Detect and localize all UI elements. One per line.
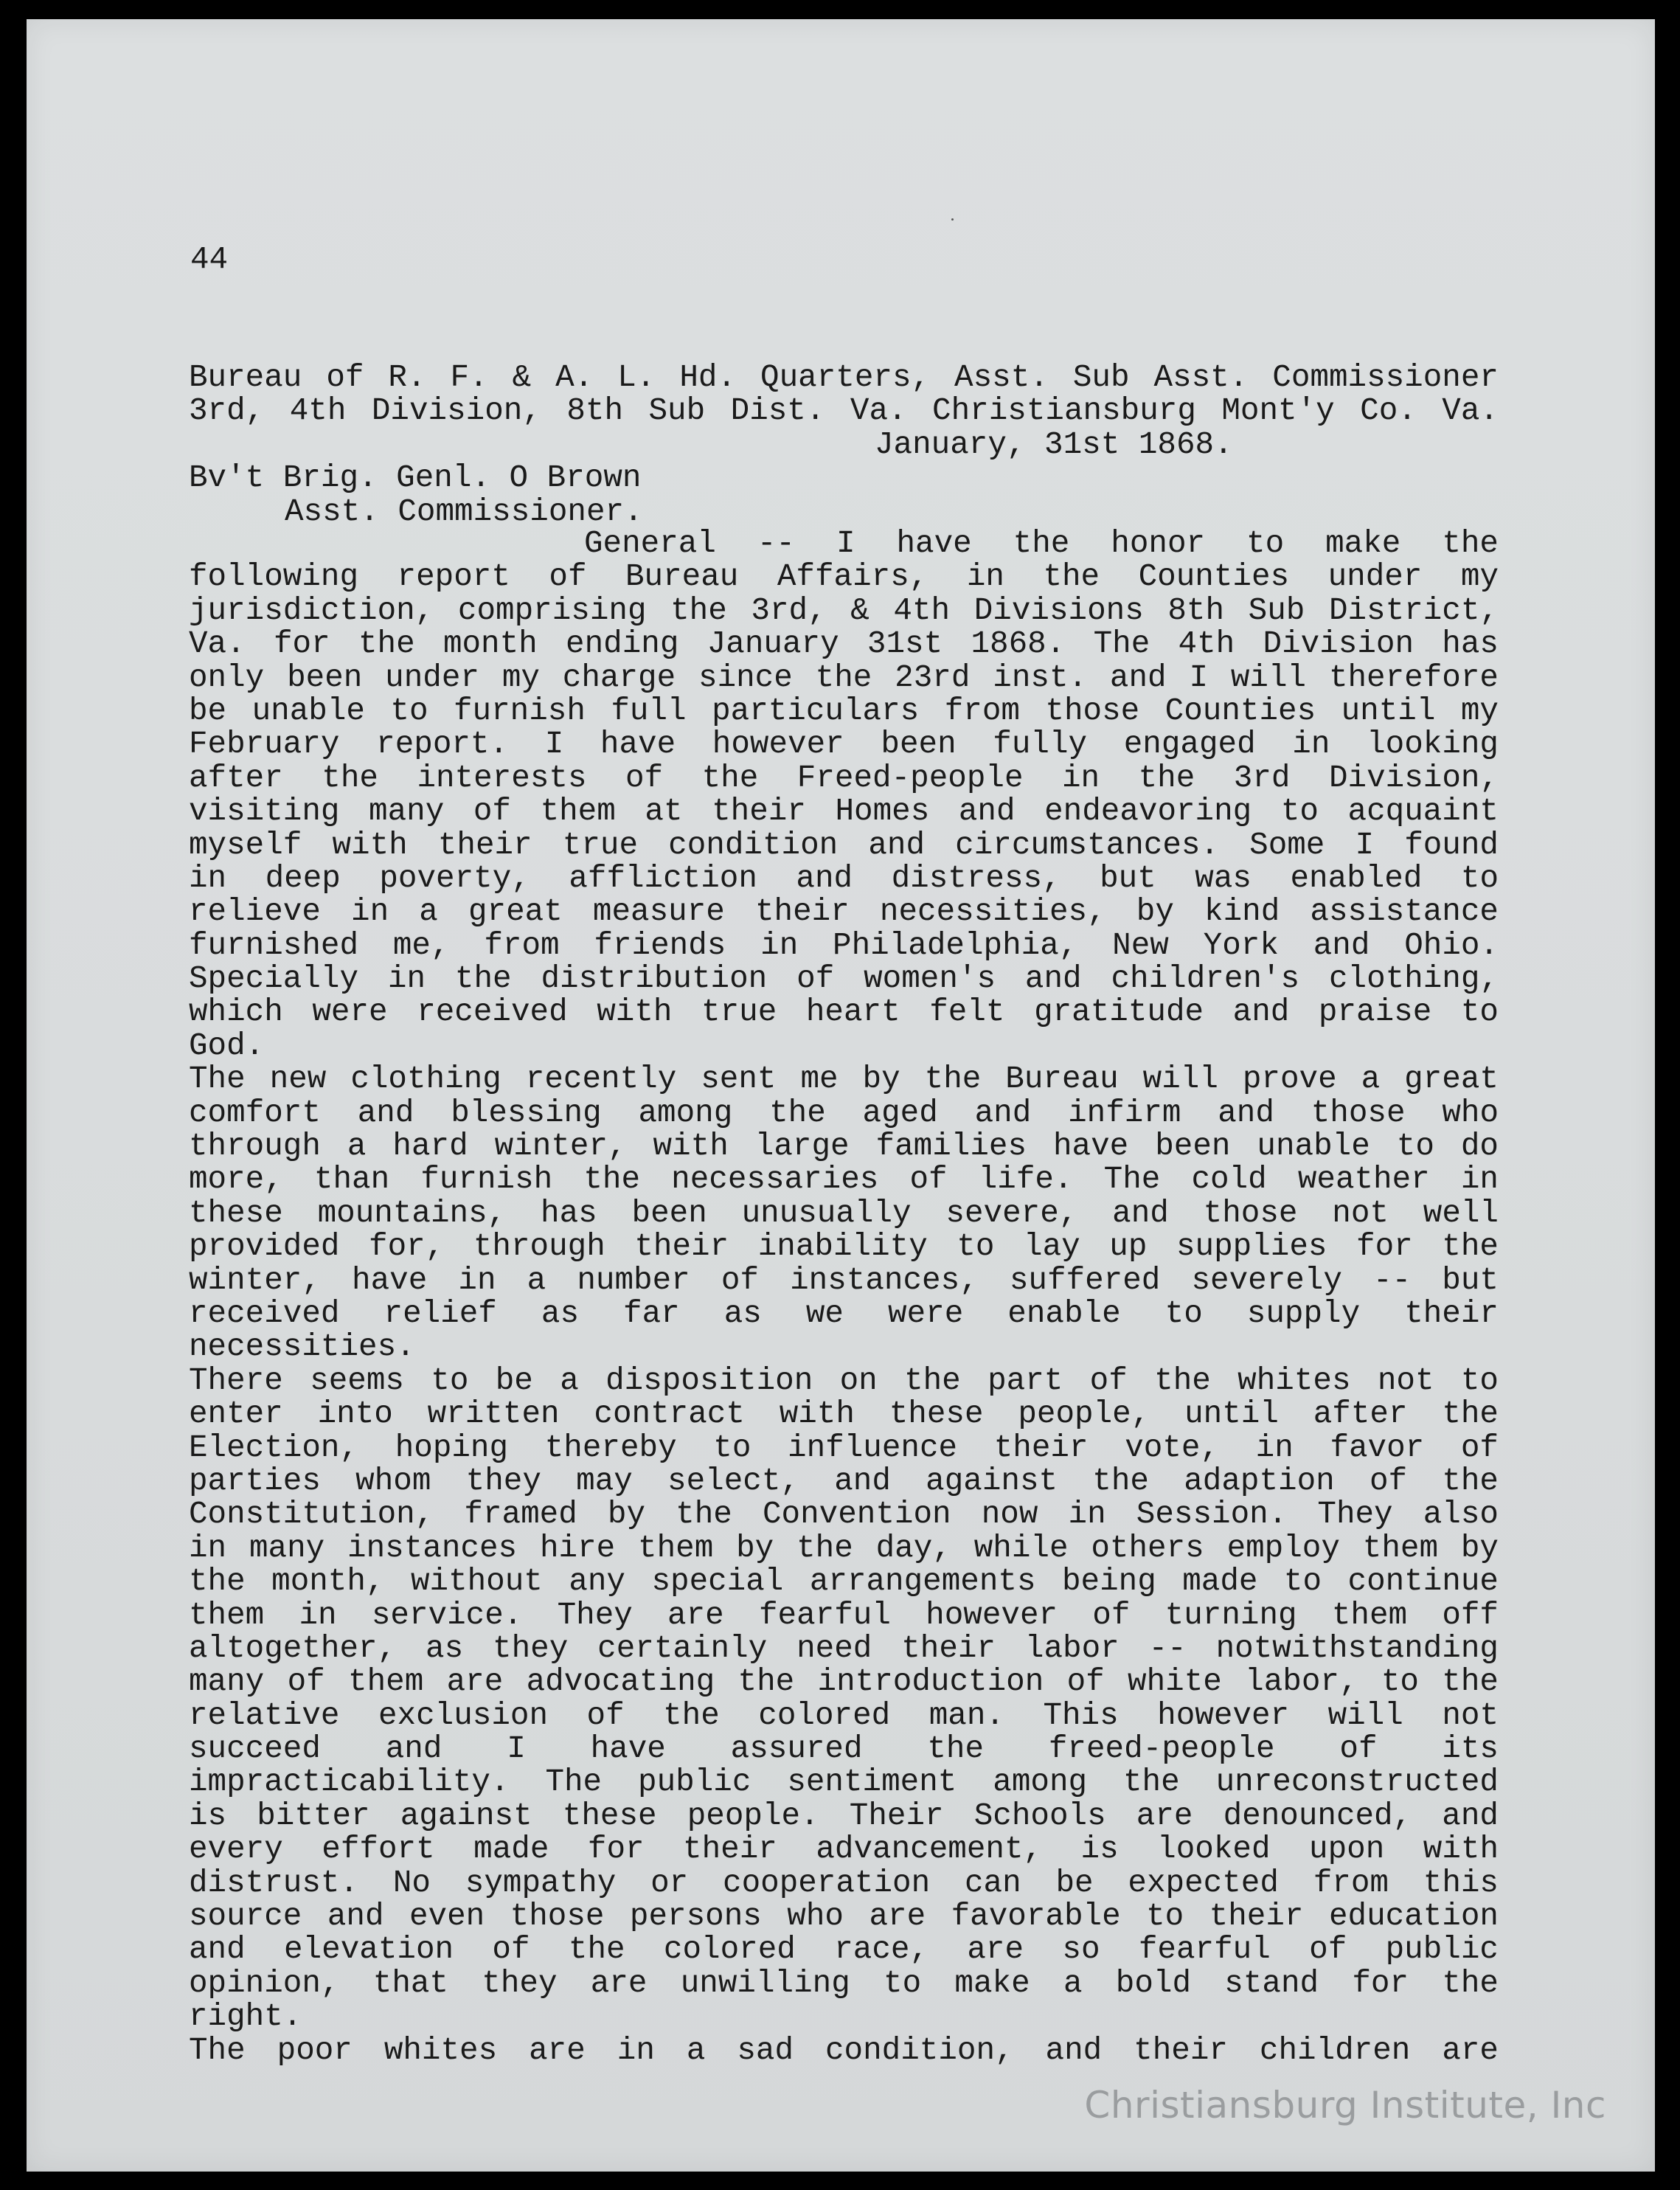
body-line: succeed and I have assured the freed-people of its [189,1733,1499,1767]
body-line: relieve in a great measure their necessities, by kind assistance [189,895,1499,929]
body-line: only been under my charge since the 23rd inst. and I will therefore [189,661,1499,695]
body-paragraphs [189,561,1499,2068]
body-line: and elevation of the colored race, are so fearful of public [189,1933,1499,1967]
body-line: right. [189,1999,302,2035]
body-line: myself with their true condition and circumstances. Some I found [189,828,1499,862]
letter-body [189,527,1499,2068]
salutation-wrapper [189,527,1499,561]
body-line: through a hard winter, with large families have been unable to do [189,1130,1499,1164]
body-line: source and even those persons who are favorable to their education [189,1900,1499,1934]
body-line: these mountains, has been unusually severe, and those not well [189,1196,1499,1231]
body-line: visiting many of them at their Homes and endeavoring to acquaint [189,795,1499,829]
body-line: God. [189,1028,265,1064]
header-line-1: Bureau of R. F. & A. L. Hd. Quarters, Asst. Sub Asst. Commissioner [189,361,1499,395]
body-line: distrust. No sympathy or cooperation can be expected from this [189,1866,1499,1901]
header-line-2: 3rd, 4th Division, 8th Sub Dist. Va. Christiansburg Mont'y Co. Va. [189,395,1499,429]
body-line: them in service. They are fearful however of turning them off [189,1598,1499,1632]
body-line: comfort and blessing among the aged and infirm and those who [189,1096,1499,1131]
body-line: parties whom they may select, and against the adaption of the [189,1464,1499,1499]
body-line: following report of Bureau Affairs, in the Counties under my [189,561,1499,595]
letter-header [189,361,1499,529]
body-line: after the interests of the Freed-people in the 3rd Division, [189,761,1499,796]
body-line: in deep poverty, affliction and distress, but was enabled to [189,862,1499,896]
page-number: 44 [190,242,229,277]
body-line: There seems to be a disposition on the part of the whites not to [189,1364,1499,1399]
body-line: Constitution, framed by the Convention now in Session. They also [189,1498,1499,1532]
body-line: enter into written contract with these people, until after the [189,1398,1499,1432]
body-line: Election, hoping thereby to influence their vote, in favor of [189,1431,1499,1465]
body-line: opinion, that they are unwilling to make a bold stand for the [189,1967,1499,2001]
body-line: The new clothing recently sent me by the Bureau will prove a great [189,1063,1499,1097]
body-line: altogether, as they certainly need their labor -- notwithstanding [189,1632,1499,1666]
salutation-line: General -- I have the honor to make the [584,527,1499,561]
body-line: received relief as far as we were enable to supply their [189,1297,1499,1331]
body-line: more, than furnish the necessaries of life. The cold weather in [189,1163,1499,1197]
body-line: Specially in the distribution of women's and children's clothing, [189,963,1499,997]
body-line: be unable to furnish full particulars from those Counties until my [189,694,1499,729]
body-line: which were received with true heart felt gratitude and praise to [189,996,1499,1030]
body-line: necessities. [189,1329,415,1365]
body-line: furnished me, from friends in Philadelphia, New York and Ohio. [189,929,1499,963]
body-line: is bitter against these people. Their Schools are denounced, and [189,1799,1499,1834]
body-line: every effort made for their advancement, is looked upon with [189,1833,1499,1867]
watermark: Christiansburg Institute, Inc [1084,2084,1606,2127]
body-line: February report. I have however been fully engaged in looking [189,728,1499,762]
body-line: relative exclusion of the colored man. This however will not [189,1699,1499,1733]
body-line: impracticability. The public sentiment among the unreconstructed [189,1766,1499,1800]
body-line: winter, have in a number of instances, suffered severely -- but [189,1264,1499,1297]
body-line: many of them are advocating the introduction of white labor, to the [189,1666,1499,1699]
letter-date: January, 31st 1868. [875,426,1233,462]
addressee-title: Asst. Commissioner. [285,493,643,530]
speck-mark [951,218,954,221]
body-line: provided for, through their inability to lay up supplies for the [189,1230,1499,1264]
addressee-name: Bv't Brig. Genl. O Brown [189,460,642,496]
body-line: in many instances hire them by the day, while others employ them by [189,1531,1499,1566]
body-line: The poor whites are in a sad condition, and their children are [189,2034,1499,2068]
body-line: jurisdiction, comprising the 3rd, & 4th Divisions 8th Sub District, [189,594,1499,628]
body-line: the month, without any special arrangements being made to continue [189,1565,1499,1599]
body-line: Va. for the month ending January 31st 1868. The 4th Division has [189,628,1499,662]
